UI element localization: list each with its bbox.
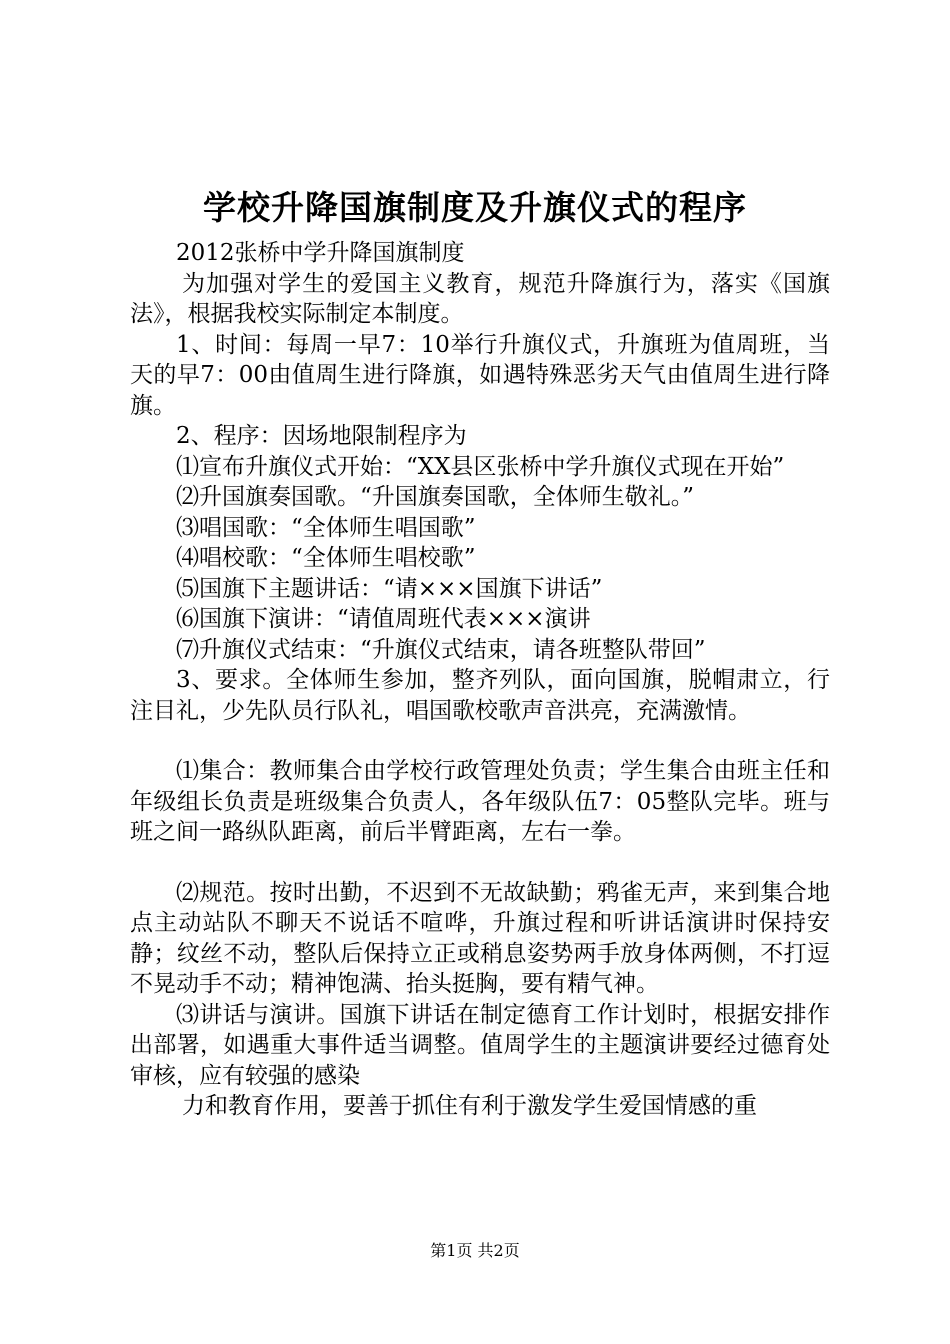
- requirement-item-standards: ⑵规范。按时出勤，不迟到不无故缺勤；鸦雀无声，来到集合地点主动站队不聊天不说话不喧哗，升旗过程和听讲话演讲时保持安静；纹丝不动，整队后保持立正或稍息姿势两手放身体两侧，不打逗不晃动手不动；精神饱满、抬头挺胸，要有精气神。: [130, 879, 830, 997]
- paragraph-school-policy-heading: 2012张桥中学升降国旗制度: [176, 240, 465, 266]
- document-body: [130, 238, 830, 1122]
- procedure-item-1: ⑴宣布升旗仪式开始：“XX县区张桥中学升旗仪式现在开始”: [176, 453, 785, 480]
- page-number-footer: 第1页 共2页: [430, 1241, 520, 1260]
- document-title: 学校升降国旗制度及升旗仪式的程序: [203, 188, 747, 227]
- procedure-item-4: ⑷唱校歌：“全体师生唱校歌”: [176, 545, 476, 571]
- paragraph-requirements: 3、要求。全体师生参加，整齐列队，面向国旗，脱帽肃立，行注目礼，少先队员行队礼，唱国歌校歌声音洪亮，充满激情。: [130, 667, 830, 724]
- paragraph-procedure: 2、程序：因场地限制程序为: [176, 423, 467, 449]
- paragraph-continued-text: 力和教育作用，要善于抓住有利于激发学生爱国情感的重: [182, 1093, 757, 1119]
- procedure-item-6: ⑹国旗下演讲：“请值周班代表×××演讲: [176, 606, 591, 632]
- paragraph-introduction: 为加强对学生的爱国主义教育，规范升降旗行为，落实《国旗法》，根据我校实际制定本制度。: [130, 270, 830, 327]
- requirement-item-speeches: ⑶讲话与演讲。国旗下讲话在制定德育工作计划时，根据安排作出部署，如遇重大事件适当调整。值周学生的主题演讲要经过德育处审核，应有较强的感染: [130, 1001, 830, 1089]
- procedure-item-5: ⑸国旗下主题讲话：“请×××国旗下讲话”: [176, 575, 603, 602]
- procedure-item-7: ⑺升旗仪式结束：“升旗仪式结束，请各班整队带回”: [176, 636, 706, 663]
- procedure-item-2: ⑵升国旗奏国歌。“升国旗奏国歌，全体师生敬礼。”: [176, 484, 695, 510]
- paragraph-time: 1、时间：每周一早7：10举行升旗仪式，升旗班为值周班，当天的早7：00由值周生进行降旗，如遇特殊恶劣天气由值周生进行降旗。: [130, 331, 830, 419]
- procedure-item-3: ⑶唱国歌：“全体师生唱国歌”: [176, 514, 476, 541]
- requirement-item-assembly: ⑴集合：教师集合由学校行政管理处负责；学生集合由班主任和年级组长负责是班级集合负责人，各年级队伍7：05整队完毕。班与班之间一路纵队距离，前后半臂距离，左右一拳。: [130, 758, 830, 845]
